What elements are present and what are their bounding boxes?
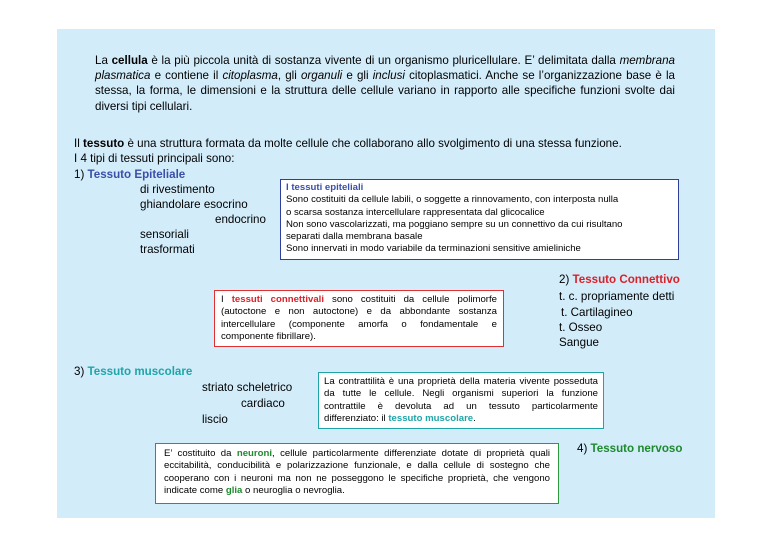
intro-text: La: [95, 54, 112, 67]
term-inclusi: inclusi: [372, 69, 405, 83]
epiteliale-item: sensoriali: [140, 228, 189, 241]
intro-text: e gli: [342, 69, 373, 83]
term-tessuto: tessuto: [83, 137, 125, 150]
muscolare-item: striato scheletrico: [202, 381, 293, 394]
heading-nervoso: 4) Tessuto nervoso: [577, 442, 683, 455]
term-neuroni: neuroni: [236, 448, 273, 459]
intro-paragraph: [95, 53, 675, 114]
intro-text: , gli: [277, 69, 301, 83]
term-organuli: organuli: [300, 69, 343, 83]
muscolare-item: liscio: [202, 413, 228, 426]
epiteliale-item: endocrino: [215, 213, 266, 226]
connettivo-item: Sangue: [559, 336, 599, 349]
epiteliale-box-line: Sono innervati in modo variabile da terminazioni sensitive amieliniche: [286, 243, 581, 255]
term-tessuto-muscolare: tessuto muscolare: [388, 412, 474, 424]
heading-muscolare: 3) Tessuto muscolare: [74, 365, 193, 378]
muscolare-info-box: La contrattilità è una proprietà della materia vivente posseduta da tutte le cellule. Negli organismi superiori la funzione contrattile è devoluta ad un tessuto particolarmente differenziato: il tessuto muscolare.: [318, 372, 604, 429]
epiteliale-item: di rivestimento: [140, 183, 215, 196]
epiteliale-item: ghiandolare esocrino: [140, 198, 248, 211]
tessuto-types-intro: I 4 tipi di tessuti principali sono:: [74, 152, 235, 166]
tessuto-definition: Il tessuto è una struttura formata da molte cellule che collaborano allo svolgimento di una stessa funzione.: [74, 137, 622, 150]
nervoso-info-box: E’ costituito da neuroni, cellule particolarmente differenziate dotate di proprietà quali eccitabilità, conducibilità e polarizzazione funzionale, e dalla cellule di sostegno che cooperano con i neuroni ma non ne posseggono le specifiche proprietà, che vengono indicate come glia o neuroglia o nevroglia.: [155, 443, 559, 504]
connettivo-info-box: I tessuti connettivali sono costituiti da cellule polimorfe (autoctone e non autoctone) e da abbondante sostanza intercellulare (componente amorfa o fondamentale e componente fibrillare).: [214, 290, 504, 347]
epiteliale-box-line: Non sono vascolarizzati, ma poggiano sempre su un connettivo da cui risultano: [286, 218, 623, 230]
connettivo-item: t. Cartilagineo: [561, 306, 633, 319]
muscolare-item: cardiaco: [241, 397, 285, 410]
term-membrana-plasmatica: membrana plasmatica: [95, 54, 675, 83]
connettivo-item: t. c. propriamente detti: [559, 290, 675, 303]
epiteliale-box-line: o scarsa sostanza intercellulare rappresentata dal glicocalice: [286, 206, 545, 218]
epiteliale-box-line: Sono costituiti da cellule labili, o soggette a rinnovamento, con interposta nulla: [286, 194, 619, 206]
term-cellula: cellula: [111, 54, 148, 67]
intro-text: e contiene il: [150, 69, 223, 83]
term-citoplasma: citoplasma: [222, 69, 278, 83]
term-glia: glia: [225, 484, 243, 496]
tessuto-paragraph: [74, 136, 714, 166]
heading-connettivo: 2) Tessuto Connettivo: [559, 273, 680, 286]
term-tessuti-connettivali: tessuti connettivali: [231, 294, 324, 305]
connettivo-item: t. Osseo: [559, 321, 603, 334]
heading-epiteliale: 1) Tessuto Epiteliale: [74, 168, 186, 181]
epiteliale-item: trasformati: [140, 243, 195, 256]
intro-text: citoplasmatici. Anche se l’organizzazione base è la stessa, la forma, le dimensioni e la struttura delle cellule variano in rapporto alle specifiche funzioni svolte dai diversi tipi cellulari.: [95, 69, 675, 113]
epiteliale-box-title: I tessuti epiteliali: [286, 182, 364, 193]
epiteliale-info-box: [280, 179, 679, 260]
epiteliale-box-line: separati dalla membrana basale: [286, 231, 423, 243]
intro-text: è la più piccola unità di sostanza vivente di un organismo pluricellulare. E’ delimitata dalla: [147, 54, 620, 67]
